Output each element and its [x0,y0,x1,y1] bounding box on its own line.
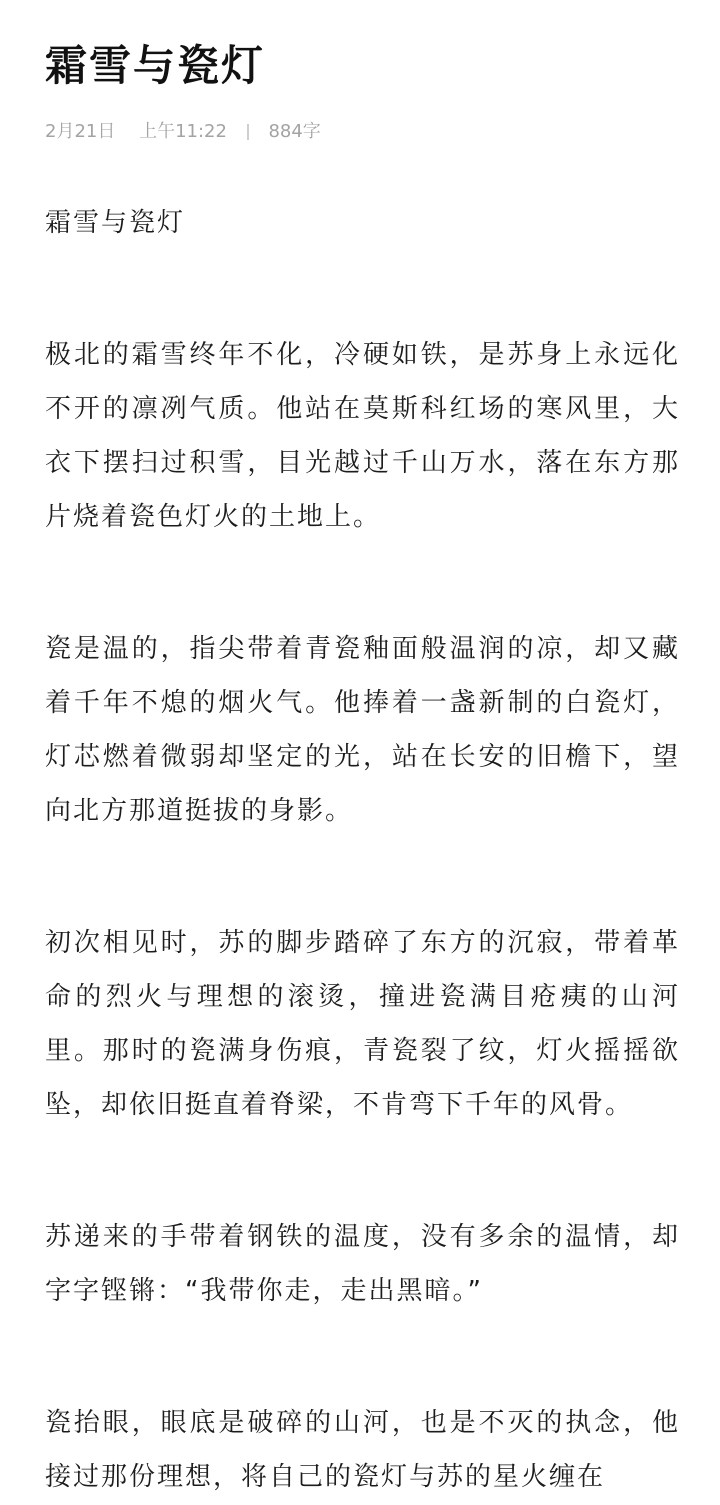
paragraph: 瓷是温的，指尖带着青瓷釉面般温润的凉，却又藏着千年不熄的烟火气。他捧着一盏新制的白瓷灯，灯芯燃着微弱却坚定的光，站在长安的旧檐下，望向北方那道挺拔的身影。 [45,634,680,826]
note-time: 上午11:22 [139,121,227,142]
note-body[interactable] [45,196,680,1505]
word-count: 884字 [268,121,321,142]
paragraph: 瓷抬眼，眼底是破碎的山河，也是不灭的执念，他接过那份理想，将自己的瓷灯与苏的星火缠在 [45,1408,680,1492]
note-title: 霜雪与瓷灯 [45,41,266,90]
meta-divider [247,124,249,140]
note-meta [45,118,321,146]
paragraph: 极北的霜雪终年不化，冷硬如铁，是苏身上永远化不开的凛冽气质。他站在莫斯科红场的寒风里，大衣下摆扫过积雪，目光越过千山万水，落在东方那片烧着瓷色灯火的土地上。 [45,340,680,532]
paragraph: 初次相见时，苏的脚步踏碎了东方的沉寂，带着革命的烈火与理想的滚烫，撞进瓷满目疮痍的山河里。那时的瓷满身伤痕，青瓷裂了纹，灯火摇摇欲坠，却依旧挺直着脊梁，不肯弯下千年的风骨。 [45,928,680,1120]
paragraph: 苏递来的手带着钢铁的温度，没有多余的温情，却字字铿锵：“我带你走，走出黑暗。” [45,1222,680,1306]
note-date: 2月21日 [45,121,116,142]
body-heading: 霜雪与瓷灯 [45,208,186,238]
